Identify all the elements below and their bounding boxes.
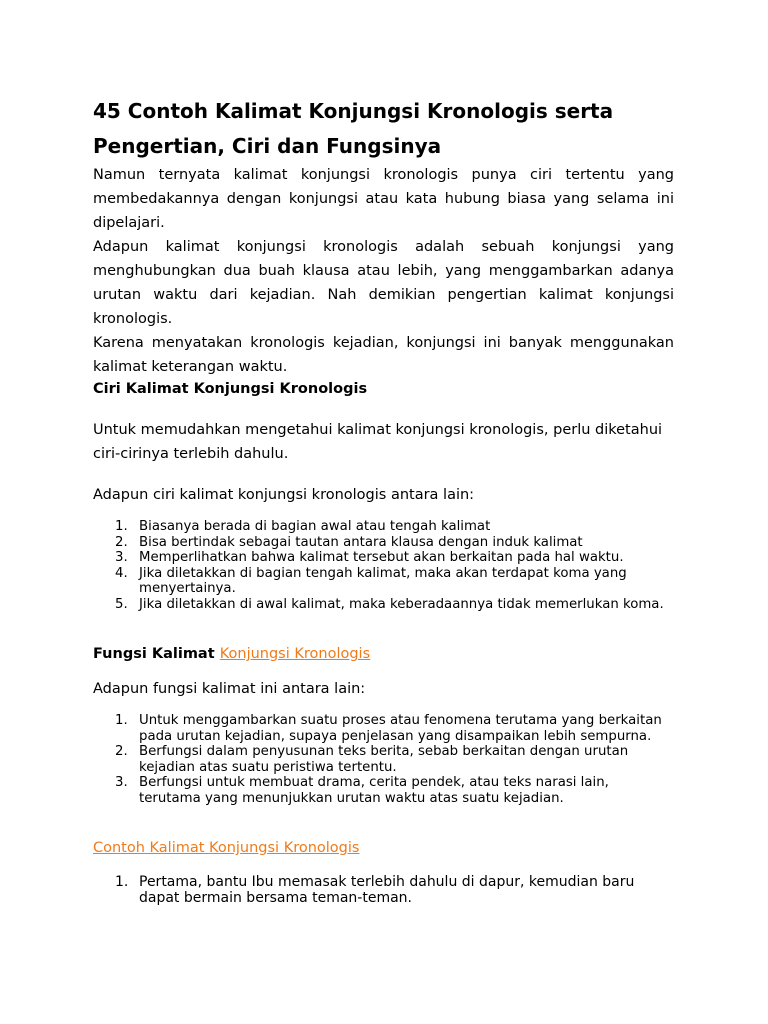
list-item: [93, 744, 674, 775]
list-number: 2.: [115, 534, 128, 550]
contoh-list: [93, 874, 674, 906]
intro-paragraph-3: Karena menyatakan kronologis kejadian, konjungsi ini banyak menggunakan kalimat keterangan waktu.: [93, 335, 674, 375]
list-item-text: Jika diletakkan di bagian tengah kalimat, maka akan terdapat koma yang menyertainya.: [139, 565, 627, 596]
fungsi-heading-bold: Fungsi Kalimat: [93, 646, 215, 662]
list-item-text: Pertama, bantu Ibu memasak terlebih dahulu di dapur, kemudian baru dapat bermain bersama teman-teman.: [139, 874, 635, 906]
intro-paragraph-1: Namun ternyata kalimat konjungsi kronologis punya ciri tertentu yang membedakannya dengan konjungsi atau kata hubung biasa yang selama ini dipelajari.: [93, 167, 674, 231]
document-title: 45 Contoh Kalimat Konjungsi Kronologis serta Pengertian, Ciri dan Fungsinya: [93, 99, 614, 158]
list-item-text: Untuk menggambarkan suatu proses atau fenomena terutama yang berkaitan pada urutan kejadian, supaya penjelasan yang disampaikan lebih sempurna.: [139, 713, 662, 744]
intro-paragraph-2: Adapun kalimat konjungsi kronologis adalah sebuah konjungsi yang menghubungkan dua buah klausa atau lebih, yang menggambarkan adanya urutan waktu dari kejadian. Nah demikian pengertian kalimat konjungsi kronologis.: [93, 239, 674, 327]
list-item-text: Jika diletakkan di awal kalimat, maka keberadaannya tidak memerlukan koma.: [139, 596, 664, 612]
list-item-text: Berfungsi untuk membuat drama, cerita pendek, atau teks narasi lain, terutama yang menunjukkan urutan waktu atas suatu kejadian.: [139, 775, 609, 806]
list-number: 1.: [115, 874, 129, 890]
list-number: 4.: [115, 565, 128, 581]
list-item: [93, 519, 674, 535]
list-number: 3.: [115, 775, 128, 790]
fungsi-heading-link[interactable]: Konjungsi Kronologis: [219, 646, 371, 662]
ciri-paragraph-2: Adapun ciri kalimat konjungsi kronologis antara lain:: [93, 487, 475, 503]
list-number: 3.: [115, 550, 128, 565]
list-number: 2.: [115, 744, 128, 759]
fungsi-paragraph-1: Adapun fungsi kalimat ini antara lain:: [93, 681, 366, 697]
list-item: [93, 775, 674, 806]
list-item-text: Biasanya berada di bagian awal atau tengah kalimat: [139, 519, 491, 534]
list-item: [93, 597, 674, 613]
list-item: [93, 535, 674, 551]
list-item: [93, 550, 674, 566]
fungsi-heading: [93, 642, 370, 666]
list-item-text: Bisa bertindak sebagai tautan antara klausa dengan induk kalimat: [139, 534, 583, 550]
ciri-paragraph-1: Untuk memudahkan mengetahui kalimat konjungsi kronologis, perlu diketahui ciri-cirinya terlebih dahulu.: [93, 422, 663, 462]
list-item-text: Memperlihatkan bahwa kalimat tersebut akan berkaitan pada hal waktu.: [139, 550, 624, 565]
ciri-list: [93, 519, 674, 612]
list-number: 5.: [115, 596, 128, 612]
list-item: [93, 713, 674, 744]
list-item: [93, 874, 674, 906]
ciri-heading: Ciri Kalimat Konjungsi Kronologis: [93, 381, 368, 397]
contoh-link[interactable]: Contoh Kalimat Konjungsi Kronologis: [93, 840, 360, 856]
list-number: 1.: [115, 519, 128, 534]
fungsi-list: [93, 713, 674, 806]
list-number: 1.: [115, 713, 128, 728]
list-item-text: Berfungsi dalam penyusunan teks berita, sebab berkaitan dengan urutan kejadian atas suatu peristiwa tertentu.: [139, 744, 629, 775]
list-item: [93, 566, 674, 597]
